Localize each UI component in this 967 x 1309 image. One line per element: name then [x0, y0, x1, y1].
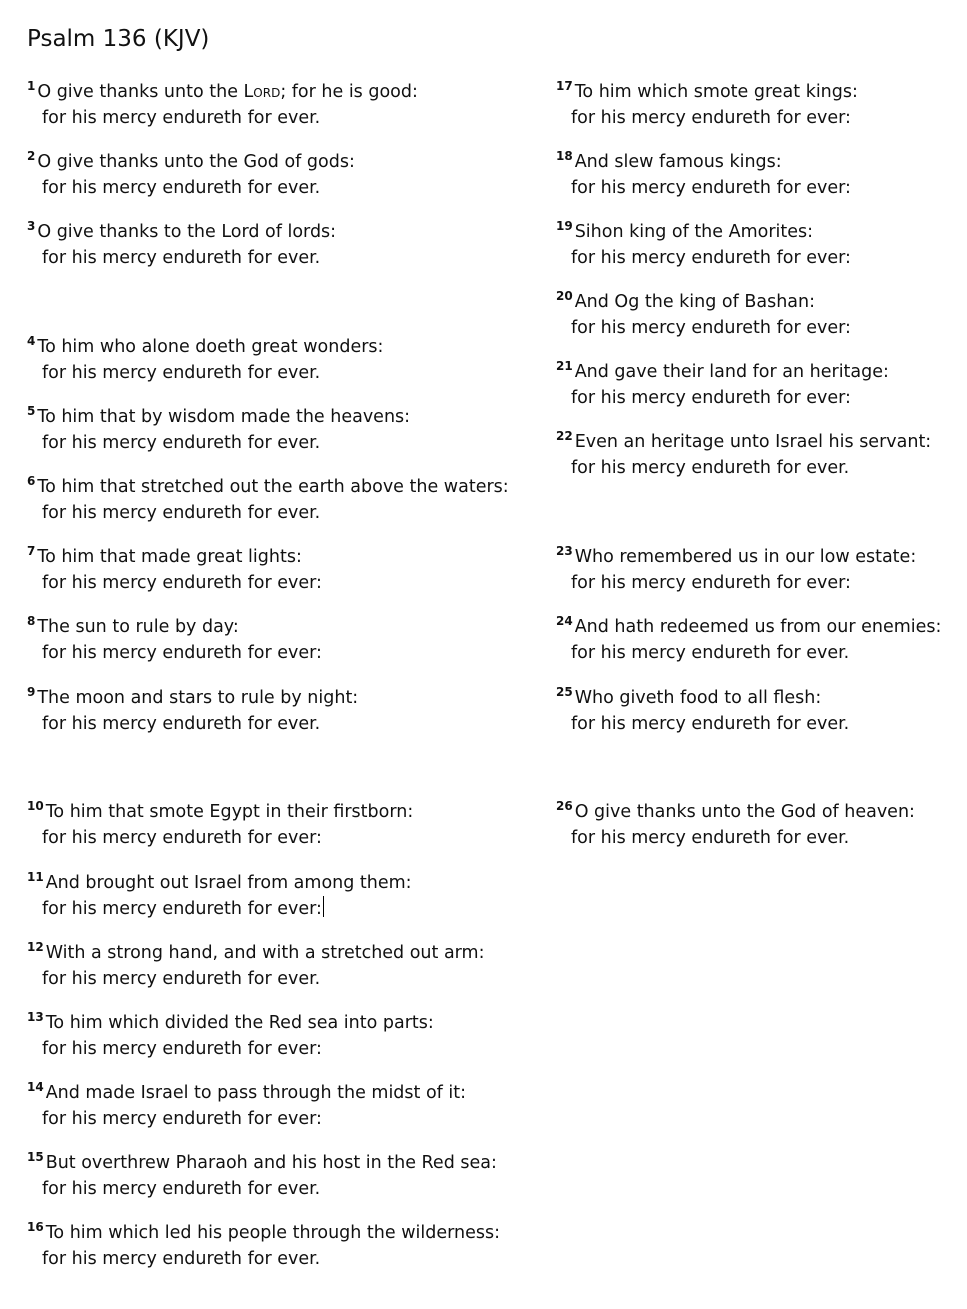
- verse-refrain: for his mercy endureth for ever.: [571, 714, 850, 734]
- verse-refrain: for his mercy endureth for ever:: [571, 248, 851, 268]
- verse-line: [27, 328, 383, 360]
- verse-refrain: for his mercy endureth for ever:: [42, 828, 322, 848]
- verse-7[interactable]: [27, 538, 322, 596]
- verse-number: 20: [556, 289, 573, 303]
- verse-refrain: for his mercy endureth for ever.: [42, 503, 321, 523]
- verse-number: 11: [27, 870, 44, 884]
- verse-6[interactable]: [27, 468, 509, 526]
- verse-24[interactable]: [556, 608, 941, 666]
- verse-line: [27, 1144, 497, 1176]
- verse-refrain: for his mercy endureth for ever.: [571, 643, 850, 663]
- verse-number: 21: [556, 359, 573, 373]
- verse-text: And slew famous kings:: [574, 152, 782, 172]
- verse-21[interactable]: [556, 353, 889, 411]
- verse-refrain: for his mercy endureth for ever.: [42, 433, 321, 453]
- verse-refrain: for his mercy endureth for ever.: [42, 363, 321, 383]
- verse-line: [556, 538, 916, 570]
- verse-2[interactable]: [27, 143, 355, 201]
- verse-number: 8: [27, 614, 36, 628]
- verse-text-post: ; for he is good:: [280, 82, 418, 102]
- verse-refrain: for his mercy endureth for ever:: [571, 573, 851, 593]
- verse-number: 6: [27, 474, 36, 488]
- verse-20[interactable]: [556, 283, 851, 341]
- verse-line: [556, 608, 941, 640]
- verse-number: 12: [27, 940, 44, 954]
- verse-line: [27, 538, 322, 570]
- verse-refrain: for his mercy endureth for ever.: [571, 458, 850, 478]
- verse-4[interactable]: [27, 328, 383, 386]
- page-title: Psalm 136 (KJV): [27, 26, 210, 52]
- verse-5[interactable]: [27, 398, 410, 456]
- verse-text: The sun to rule by day:: [37, 617, 239, 637]
- verse-10[interactable]: [27, 793, 413, 851]
- verse-text: To him which divided the Red sea into parts:: [45, 1013, 434, 1033]
- verse-text: Sihon king of the Amorites:: [574, 222, 814, 242]
- verse-text: And brought out Israel from among them:: [45, 873, 412, 893]
- verse-text: To him which led his people through the wilderness:: [45, 1223, 501, 1243]
- verse-refrain: for his mercy endureth for ever:: [42, 899, 322, 919]
- verse-refrain: for his mercy endureth for ever.: [571, 828, 850, 848]
- verse-text: O give thanks unto the God of gods:: [37, 152, 355, 172]
- verse-text: And hath redeemed us from our enemies:: [574, 617, 942, 637]
- verse-text: To him which smote great kings:: [574, 82, 858, 102]
- verse-refrain: for his mercy endureth for ever:: [42, 1109, 322, 1129]
- text-cursor: [323, 896, 324, 917]
- verse-refrain: for his mercy endureth for ever.: [42, 1249, 321, 1269]
- verse-number: 5: [27, 404, 36, 418]
- verse-text: To him that smote Egypt in their firstborn:: [45, 802, 414, 822]
- verse-8[interactable]: [27, 608, 322, 666]
- verse-text: Even an heritage unto Israel his servant:: [574, 432, 932, 452]
- verse-number: 25: [556, 685, 573, 699]
- verse-text: Who remembered us in our low estate:: [574, 547, 917, 567]
- verse-line: [27, 608, 322, 640]
- verse-26[interactable]: [556, 793, 915, 851]
- verse-text: To him that stretched out the earth above the waters:: [37, 477, 509, 497]
- verse-line: [27, 1004, 434, 1036]
- verse-refrain: for his mercy endureth for ever:: [571, 108, 851, 128]
- verse-line: [556, 353, 889, 385]
- verse-refrain: for his mercy endureth for ever:: [42, 573, 322, 593]
- verse-15[interactable]: [27, 1144, 497, 1202]
- verse-11[interactable]: [27, 864, 412, 922]
- verse-line: [27, 73, 418, 105]
- verse-refrain: for his mercy endureth for ever.: [42, 714, 321, 734]
- verse-refrain: for his mercy endureth for ever.: [42, 969, 321, 989]
- verse-number: 13: [27, 1010, 44, 1024]
- verse-number: 24: [556, 614, 573, 628]
- verse-25[interactable]: [556, 679, 849, 737]
- verse-text: To him who alone doeth great wonders:: [37, 337, 384, 357]
- verse-text: With a strong hand, and with a stretched out arm:: [45, 943, 485, 963]
- verse-line: [27, 398, 410, 430]
- verse-line: [27, 793, 413, 825]
- verse-line: [556, 143, 851, 175]
- verse-refrain: for his mercy endureth for ever:: [42, 1039, 322, 1059]
- verse-18[interactable]: [556, 143, 851, 201]
- verse-line: [556, 793, 915, 825]
- verse-number: 3: [27, 219, 36, 233]
- verse-line: [27, 213, 336, 245]
- verse-refrain: for his mercy endureth for ever:: [571, 178, 851, 198]
- verse-text: Who giveth food to all flesh:: [574, 688, 822, 708]
- verse-1[interactable]: [27, 73, 418, 131]
- verse-line: [27, 934, 485, 966]
- verse-3[interactable]: [27, 213, 336, 271]
- verse-line: [556, 679, 849, 711]
- verse-text: To him that by wisdom made the heavens:: [37, 407, 411, 427]
- verse-text: And gave their land for an heritage:: [574, 362, 889, 382]
- verse-line: [27, 143, 355, 175]
- verse-13[interactable]: [27, 1004, 434, 1062]
- verse-number: 14: [27, 1080, 44, 1094]
- verse-number: 15: [27, 1150, 44, 1164]
- verse-number: 22: [556, 429, 573, 443]
- verse-line: [556, 73, 858, 105]
- verse-text-smallcaps: Lord: [243, 82, 281, 102]
- verse-refrain-line: [27, 896, 412, 922]
- verse-text: The moon and stars to rule by night:: [37, 688, 359, 708]
- verse-text: And Og the king of Bashan:: [574, 292, 816, 312]
- verse-23[interactable]: [556, 538, 916, 596]
- verse-line: [27, 468, 509, 500]
- verse-line: [27, 1214, 500, 1246]
- verse-number: 10: [27, 799, 44, 813]
- verse-number: 4: [27, 334, 36, 348]
- verse-line: [27, 864, 412, 896]
- verse-text: O give thanks unto the God of heaven:: [574, 802, 915, 822]
- verse-line: [556, 213, 851, 245]
- verse-number: 7: [27, 544, 36, 558]
- verse-text: To him that made great lights:: [37, 547, 302, 567]
- verse-19[interactable]: [556, 213, 851, 271]
- verse-number: 17: [556, 79, 573, 93]
- verse-text: O give thanks to the Lord of lords:: [37, 222, 337, 242]
- verse-line: [27, 679, 358, 711]
- verse-text: And made Israel to pass through the midst of it:: [45, 1083, 467, 1103]
- verse-number: 2: [27, 149, 36, 163]
- verse-number: 26: [556, 799, 573, 813]
- verse-refrain: for his mercy endureth for ever.: [42, 248, 321, 268]
- verse-number: 18: [556, 149, 573, 163]
- verse-17[interactable]: [556, 73, 858, 131]
- verse-number: 16: [27, 1220, 44, 1234]
- verse-refrain: for his mercy endureth for ever.: [42, 108, 321, 128]
- verse-line: [556, 283, 851, 315]
- verse-refrain: for his mercy endureth for ever.: [42, 178, 321, 198]
- verse-14[interactable]: [27, 1074, 466, 1132]
- verse-refrain: for his mercy endureth for ever:: [42, 643, 322, 663]
- verse-number: 9: [27, 685, 36, 699]
- verse-16[interactable]: [27, 1214, 500, 1272]
- verse-number: 1: [27, 79, 36, 93]
- verse-line: [27, 1074, 466, 1106]
- verse-text: But overthrew Pharaoh and his host in the Red sea:: [45, 1153, 497, 1173]
- verse-number: 19: [556, 219, 573, 233]
- verse-9[interactable]: [27, 679, 358, 737]
- verse-text-pre: O give thanks unto the: [37, 82, 244, 102]
- verse-22[interactable]: [556, 423, 931, 481]
- verse-refrain: for his mercy endureth for ever:: [571, 388, 851, 408]
- verse-number: 23: [556, 544, 573, 558]
- verse-line: [556, 423, 931, 455]
- verse-12[interactable]: [27, 934, 485, 992]
- verse-refrain: for his mercy endureth for ever.: [42, 1179, 321, 1199]
- verse-refrain: for his mercy endureth for ever:: [571, 318, 851, 338]
